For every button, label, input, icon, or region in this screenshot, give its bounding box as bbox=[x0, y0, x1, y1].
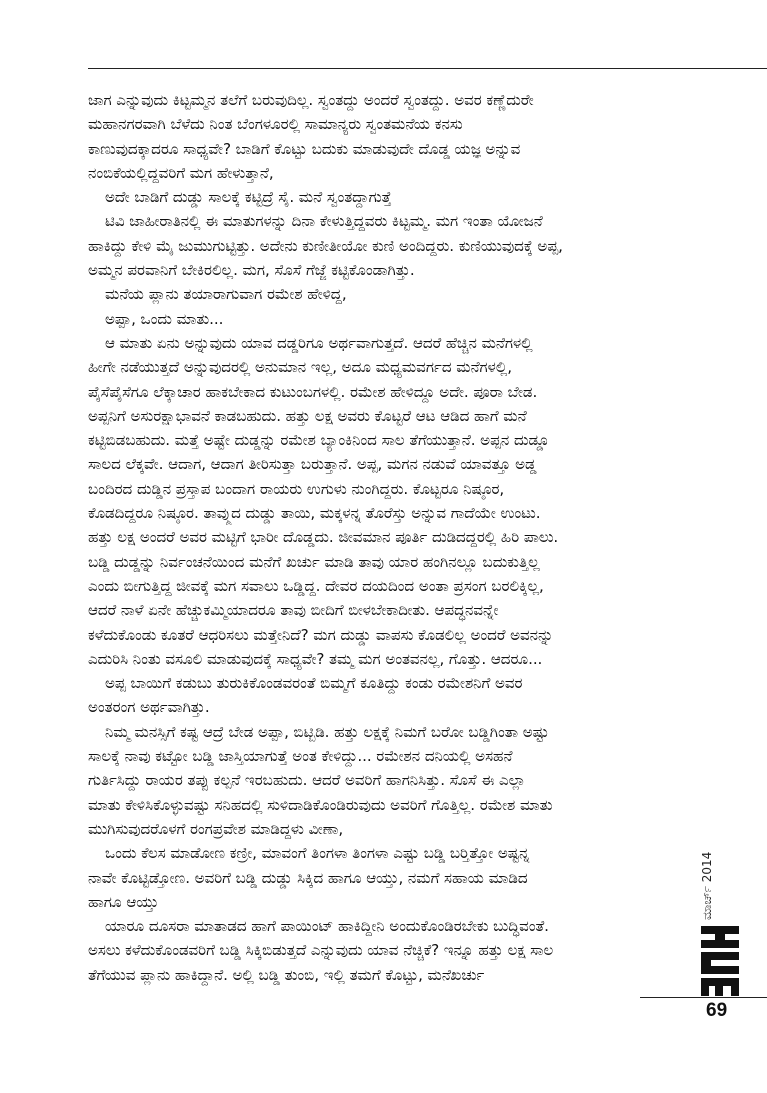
text-line: ಕೊಡದಿದ್ದರೂ ನಿಷ್ಠೂರ. ತಾವ್ಮುದ ದುಡ್ಡು ತಾಯಿ, ಮಕ್ಕಳನ್ನ ತೊರೆಸ್ತು ಅನ್ನುವ ಗಾದೆಯೇ ಉಂಟು. bbox=[88, 504, 541, 523]
text-line: ಮಾತು ಕೇಳಿಸಿಕೊಳ್ಳುವಷ್ಟು ಸನಿಹದಲ್ಲಿ ಸುಳಿದಾಡಿಕೊಂಡಿರುವುದು ಅವರಿಗೆ ಗೊತ್ತಿಲ್ಲ. ರಮೇಶ ಮಾತು bbox=[88, 795, 553, 814]
text-line: ಒಂದು ಕೆಲಸ ಮಾಡೋಣ ಕಣ್ರೀ, ಮಾವಂಗೆ ತಿಂಗಳಾ ತಿಂಗಳಾ ಎಷ್ಟು ಬಡ್ಡಿ ಬರ್‍ತಿತ್ತೋ ಅಷ್ಟನ್ನ bbox=[105, 844, 530, 863]
text-line: ಹೀಗೇ ನಡೆಯುತ್ತದೆ ಅನ್ನುವುದರಲ್ಲಿ ಅನುಮಾನ ಇಲ್ಲ, ಅದೂ ಮಧ್ಯಮವರ್ಗದ ಮನೆಗಳಲ್ಲಿ, bbox=[88, 358, 512, 377]
brand-logo-icon bbox=[695, 922, 745, 1000]
text-line: ಬಂದಿರದ ದುಡ್ಡಿನ ಪ್ರಸ್ತಾಪ ಬಂದಾಗ ರಾಯರು ಉಗುಳು ನುಂಗಿದ್ದರು. ಕೊಟ್ಟರೂ ನಿಷ್ಠೂರ, bbox=[88, 479, 505, 498]
text-line: ಹಾಗೂ ಆಯ್ತು bbox=[88, 892, 159, 911]
text-line: ಅಸಲು ಕಳೆದುಕೊಂಡವರಿಗೆ ಬಡ್ಡಿ ಸಿಕ್ಕಿಬಿಡುತ್ತದೆ ಎನ್ನುವುದು ಯಾವ ನೆಚ್ಚಿಕೆ? ಇನ್ನೂ ಹತ್ತು ಲಕ್ಷ ಸಾಲ bbox=[88, 941, 554, 960]
text-line: ಅಪ್ಪಾ, ಒಂದು ಮಾತು... bbox=[105, 309, 224, 328]
text-line: ಎಂದು ಬೀಗುತ್ತಿದ್ದ ಜೀವಕ್ಕೆ ಮಗ ಸವಾಲು ಒಡ್ಡಿದ್ದ. ದೇವರ ದಯದಿಂದ ಅಂತಾ ಪ್ರಸಂಗ ಬರಲಿಕ್ಕಿಲ್ಲ, bbox=[88, 576, 544, 595]
header-rule bbox=[88, 68, 767, 69]
text-line: ಕಳೆದುಕೊಂಡು ಕೂತರೆ ಆಧರಿಸಲು ಮತ್ತೇನಿದೆ? ಮಗ ದುಡ್ಡು ವಾಪಸು ಕೊಡಲಿಲ್ಲ ಅಂದರೆ ಅವನನ್ನು bbox=[88, 625, 554, 644]
text-line: ಗುರ್ತಿಸಿದ್ದು ರಾಯರ ತಪ್ಪು ಕಲ್ಪನೆ ಇರಬಹುದು. ಆದರೆ ಅವರಿಗೆ ಹಾಗನಿಸಿತ್ತು. ಸೊಸೆ ಈ ಎಲ್ಲಾ bbox=[88, 771, 526, 790]
text-line: ಮಹಾನಗರವಾಗಿ ಬೆಳೆದು ನಿಂತ ಬೆಂಗಳೂರಲ್ಲಿ ಸಾಮಾನ್ಯರು ಸ್ವಂತಮನೆಯ ಕನಸು bbox=[88, 115, 463, 134]
text-line: ನಂಬಿಕೆಯಲ್ಲಿದ್ದವರಿಗೆ ಮಗ ಹೇಳುತ್ತಾನೆ, bbox=[88, 163, 274, 182]
text-line: ಎದುರಿಸಿ ನಿಂತು ವಸೂಲಿ ಮಾಡುವುದಕ್ಕೆ ಸಾಧ್ಯವೇ? ತಮ್ಮ ಮಗ ಅಂತವನಲ್ಲ, ಗೊತ್ತು. ಆದರೂ... bbox=[88, 649, 543, 668]
issue-date: ಮಾರ್ಚ್ 2014 bbox=[700, 851, 714, 920]
text-line: ಸಾಲಕ್ಕೆ ನಾವು ಕಟ್ಟೋ ಬಡ್ಡಿ ಜಾಸ್ತಿಯಾಗುತ್ತೆ ಅಂತ ಕೇಳಿದ್ದು... ರಮೇಶನ ದನಿಯಲ್ಲಿ ಅಸಹನೆ bbox=[88, 747, 513, 766]
text-line: ಮನೆಯ ಪ್ಲಾನು ತಯಾರಾಗುವಾಗ ರಮೇಶ ಹೇಳಿದ್ದ, bbox=[105, 285, 347, 304]
text-line: ಜಾಗ ಎನ್ನುವುದು ಕಿಟ್ಟಮ್ಮನ ತಲೆಗೆ ಬರುವುದಿಲ್ಲ. ಸ್ವಂತದ್ದು ಅಂದರೆ ಸ್ವಂತದ್ದು. ಅವರ ಕಣ್ಣೆದುರೇ bbox=[88, 91, 534, 109]
text-line: ಟಿವಿ ಜಾಹೀರಾತಿನಲ್ಲಿ ಈ ಮಾತುಗಳನ್ನು ದಿನಾ ಕೇಳುತ್ತಿದ್ದವರು ಕಿಟ್ಟಮ್ಮ. ಮಗ ಇಂತಾ ಯೋಜನೆ bbox=[105, 212, 543, 231]
text-line: ಪೈಸೆಪೈಸೆಗೂ ಲೆಕ್ಕಾಚಾರ ಹಾಕಬೇಕಾದ ಕುಟುಂಬಗಳಲ್ಲಿ. ರಮೇಶ ಹೇಳಿದ್ದೂ ಅದೇ. ಪೂರಾ ಬೇಡ. bbox=[88, 382, 538, 401]
text-line: ಅದೇ ಬಾಡಿಗೆ ದುಡ್ಡು ಸಾಲಕ್ಕೆ ಕಟ್ಟಿದ್ರೆ ಸೈ. ಮನೆ ಸ್ವಂತದ್ದಾಗುತ್ತೆ bbox=[105, 188, 392, 207]
text-line: ಯಾರೂ ದೂಸರಾ ಮಾತಾಡದ ಹಾಗೆ ಪಾಯಿಂಟ್ ಹಾಕಿದ್ದೀನಿ ಅಂದುಕೊಂಡಿರಬೇಕು ಬುದ್ಧಿವಂತೆ. bbox=[105, 917, 549, 936]
text-line: ಹಾಕಿದ್ದು ಕೇಳಿ ಮೈ ಜುಮುಗುಟ್ಟಿತ್ತು. ಅದೇನು ಕುಣೀತೀಯೋ ಕುಣಿ ಅಂದಿದ್ದರು. ಕುಣಿಯುವುದಕ್ಕೆ ಅಪ್ಪ, bbox=[88, 236, 563, 255]
text-line: ಕಾಣುವುದಕ್ಕಾದರೂ ಸಾಧ್ಯವೇ? ಬಾಡಿಗೆ ಕೊಟ್ಟು ಬದುಕು ಮಾಡುವುದೇ ದೊಡ್ಡ ಯಜ್ಞ ಅನ್ನುವ bbox=[88, 139, 521, 158]
text-line: ಅಂತರಂಗ ಅರ್ಥವಾಗಿತ್ತು. bbox=[88, 698, 210, 717]
text-line: ಆ ಮಾತು ಏನು ಅನ್ನುವುದು ಯಾವ ದಡ್ಡರಿಗೂ ಅರ್ಥವಾಗುತ್ತದೆ. ಆದರೆ ಹೆಚ್ಚಿನ ಮನೆಗಳಲ್ಲಿ bbox=[105, 333, 533, 352]
text-line: ಕಟ್ಟಿಬಿಡಬಹುದು. ಮತ್ತೆ ಅಷ್ಟೇ ದುಡ್ಡನ್ನು ರಮೇಶ ಬ್ಯಾಂಕಿನಿಂದ ಸಾಲ ತೆಗೆಯುತ್ತಾನೆ. ಅಪ್ಪನ ದುಡ್ಡೂ bbox=[88, 431, 550, 450]
footer-rule bbox=[640, 997, 767, 998]
text-line: ಸಾಲದ ಲೆಕ್ಕವೇ. ಆದಾಗ, ಆದಾಗ ತೀರಿಸುತ್ತಾ ಬರುತ್ತಾನೆ. ಅಪ್ಪ, ಮಗನ ನಡುವೆ ಯಾವತ್ತೂ ಅಡ್ಡ bbox=[88, 455, 537, 474]
text-line: ನಿಮ್ಮ ಮನಸ್ಸಿಗೆ ಕಷ್ಟ ಆದ್ರೆ ಬೇಡ ಅಪ್ಪಾ, ಬಿಟ್ಬಿಡಿ. ಹತ್ತು ಲಕ್ಷಕ್ಕೆ ನಿಮಗೆ ಬರೋ ಬಡ್ಡಿಗಿಂತಾ ಅಷ್ಟು bbox=[105, 722, 549, 741]
text-line: ಅಪ್ಪನಿಗೆ ಅಸುರಕ್ಷಾಭಾವನೆ ಕಾಡಬಹುದು. ಹತ್ತು ಲಕ್ಷ ಅವರು ಕೊಟ್ಟರೆ ಆಟ ಆಡಿದ ಹಾಗೆ ಮನೆ bbox=[88, 406, 527, 425]
page-number: 69 bbox=[706, 1000, 728, 1021]
text-line: ಅಮ್ಮನ ಪರವಾನಿಗೆ ಬೇಕಿರಲಿಲ್ಲ. ಮಗ, ಸೊಸೆ ಗೆಜ್ಜೆ ಕಟ್ಟಿಕೊಂಡಾಗಿತ್ತು. bbox=[88, 261, 415, 280]
text-line: ಅಪ್ಪ ಬಾಯಿಗೆ ಕಡುಬು ತುರುಕಿಕೊಂಡವರಂತೆ ಬಿಮ್ಮಗೆ ಕೂತಿದ್ದು ಕಂಡು ರಮೇಶನಿಗೆ ಅವರ bbox=[105, 674, 523, 693]
text-line: ನಾವೇ ಕೊಟ್ಟಿಡ್ತೋಣ. ಅವರಿಗೆ ಬಡ್ಡಿ ದುಡ್ಡು ಸಿಕ್ಕಿದ ಹಾಗೂ ಆಯ್ತು, ನಮಗೆ ಸಹಾಯ ಮಾಡಿದ bbox=[88, 868, 528, 887]
text-line: ಹತ್ತು ಲಕ್ಷ ಅಂದರೆ ಅವರ ಮಟ್ಟಿಗೆ ಭಾರೀ ದೊಡ್ಡದು. ಜೀವಮಾನ ಪೂರ್ತಿ ದುಡಿದದ್ದರಲ್ಲಿ ಹಿರಿ ಪಾಲು. bbox=[88, 528, 559, 547]
article-body bbox=[88, 88, 688, 987]
text-line: ಬಡ್ಡಿ ದುಡ್ಡನ್ನು ನಿರ್ವಂಚನೆಯಿಂದ ಮನೆಗೆ ಖರ್ಚು ಮಾಡಿ ತಾವು ಯಾರ ಹಂಗಿನಲ್ಲೂ ಬದುಕುತ್ತಿಲ್ಲ bbox=[88, 552, 540, 571]
text-line: ಆದರೆ ನಾಳೆ ಏನೇ ಹೆಚ್ಚುಕಮ್ಮಿಯಾದರೂ ತಾವು ಬೀದಿಗೆ ಬೀಳಬೇಕಾದೀತು. ಆಪದ್ಧನವನ್ನೇ bbox=[88, 601, 499, 620]
text-line: ತೆಗೆಯುವ ಪ್ಲಾನು ಹಾಕಿದ್ದಾನೆ. ಅಲ್ಲಿ ಬಡ್ಡಿ ತುಂಬಿ, ಇಲ್ಲಿ ತಮಗೆ ಕೊಟ್ಟು, ಮನೆಖರ್ಚು bbox=[88, 965, 485, 984]
text-line: ಮುಗಿಸುವುದರೊಳಗೆ ರಂಗಪ್ರವೇಶ ಮಾಡಿದ್ದಳು ವೀಣಾ, bbox=[88, 819, 344, 838]
